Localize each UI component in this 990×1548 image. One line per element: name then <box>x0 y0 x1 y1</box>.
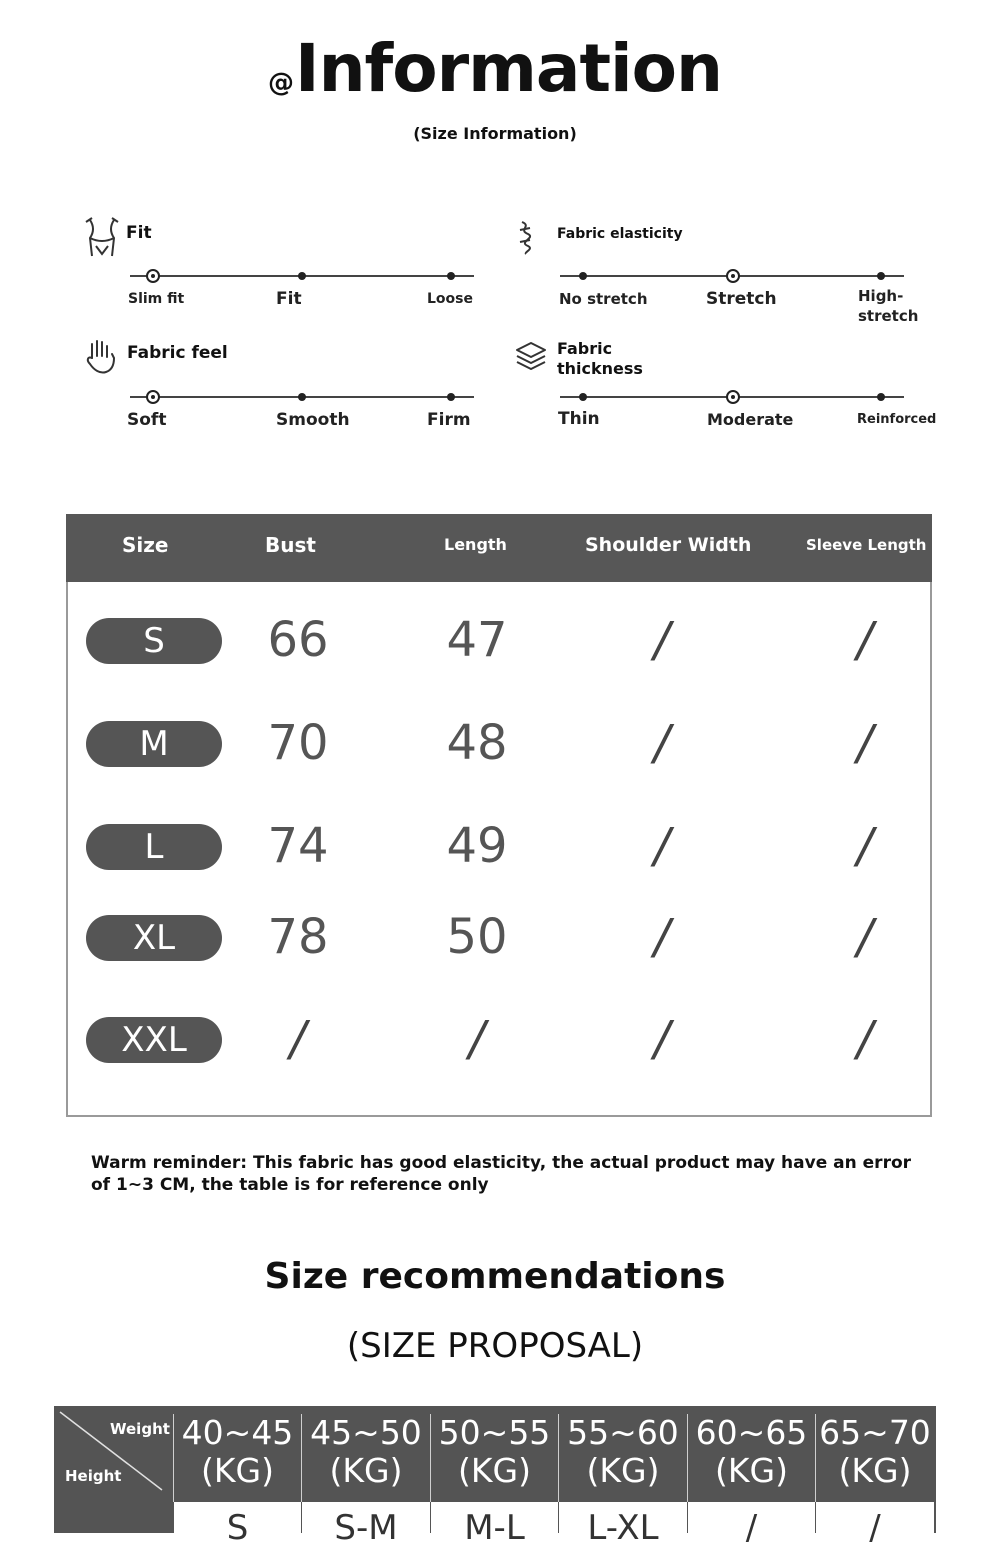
rec-size-50-55: M-L <box>464 1508 525 1548</box>
elasticity-option-no-stretch: No stretch <box>559 290 648 308</box>
thickness-option-thin: Thin <box>558 409 600 429</box>
fit-marker-fit <box>298 272 306 280</box>
thickness-marker-thin <box>579 393 587 401</box>
header-shoulder-width: Shoulder Width <box>585 534 752 556</box>
size-pill-s: S <box>86 618 222 664</box>
page-title <box>0 30 990 107</box>
rec-size-40-45: S <box>226 1508 249 1548</box>
bust-xxl: / <box>289 1011 307 1067</box>
shoulder-l: / <box>653 818 671 874</box>
shoulder-xl: / <box>653 909 671 965</box>
header-sleeve-length: Sleeve Length <box>806 536 927 554</box>
length-xl: 50 <box>446 909 508 965</box>
shoulder-s: / <box>653 612 671 668</box>
thickness-option-reinforced: Reinforced <box>857 412 937 427</box>
bust-s: 66 <box>267 612 329 668</box>
hand-icon <box>84 338 120 378</box>
weight-range-55-60: 55~60 (KG) <box>567 1413 679 1490</box>
feel-marker-soft <box>146 390 160 404</box>
bust-l: 74 <box>267 818 329 874</box>
header-length: Length <box>444 535 507 554</box>
fit-option-loose: Loose <box>427 291 473 307</box>
recommendations-subtitle: (SIZE PROPOSAL) <box>346 1326 644 1366</box>
fit-marker-loose <box>447 272 455 280</box>
attr-label-fabric-feel: Fabric feel <box>127 343 228 363</box>
feel-marker-firm <box>447 393 455 401</box>
recommendations-title: Size recommendations <box>264 1256 726 1297</box>
sleeve-xxl: / <box>856 1011 874 1067</box>
elasticity-marker-no-stretch <box>579 272 587 280</box>
layers-icon <box>514 340 550 380</box>
size-pill-xxl: XXL <box>86 1017 222 1063</box>
height-cell <box>54 1502 174 1533</box>
sleeve-s: / <box>856 612 874 668</box>
title-text: Information <box>295 30 722 107</box>
corner-weight-label: Weight <box>110 1420 170 1438</box>
feel-marker-smooth <box>298 393 306 401</box>
sleeve-xl: / <box>856 909 874 965</box>
length-l: 49 <box>446 818 508 874</box>
size-pill-xl: XL <box>86 915 222 961</box>
elasticity-option-high-stretch: High-stretch <box>858 287 919 325</box>
attr-label-fit: Fit <box>126 223 152 243</box>
rec-size-55-60: L-XL <box>587 1508 659 1548</box>
shoulder-m: / <box>653 715 671 771</box>
feel-option-soft: Soft <box>127 410 167 430</box>
size-pill-m: M <box>86 721 222 767</box>
thickness-marker-reinforced <box>877 393 885 401</box>
shoulder-xxl: / <box>653 1011 671 1067</box>
bust-m: 70 <box>267 715 329 771</box>
weight-range-40-45: 40~45 (KG) <box>181 1413 294 1490</box>
weight-range-60-65: 60~65 (KG) <box>695 1413 808 1490</box>
rec-size-60-65: / <box>745 1508 758 1548</box>
header-bust: Bust <box>265 533 316 557</box>
feel-option-smooth: Smooth <box>276 410 350 430</box>
attr-label-fabric-elasticity: Fabric elasticity <box>557 226 683 242</box>
thickness-option-moderate: Moderate <box>707 410 794 429</box>
bust-xl: 78 <box>267 909 329 965</box>
length-m: 48 <box>446 715 508 771</box>
rec-size-45-50: S-M <box>334 1508 398 1548</box>
elasticity-option-stretch: Stretch <box>706 289 777 309</box>
sleeve-l: / <box>856 818 874 874</box>
size-pill-l: L <box>86 824 222 870</box>
thickness-marker-moderate <box>726 390 740 404</box>
weight-range-50-55: 50~55 (KG) <box>438 1413 551 1490</box>
fit-option-fit: Fit <box>276 289 302 309</box>
elasticity-marker-stretch <box>726 269 740 283</box>
feel-option-firm: Firm <box>427 410 471 430</box>
fit-marker-slim-fit <box>146 269 160 283</box>
sleeve-m: / <box>856 715 874 771</box>
page-subtitle: (Size Information) <box>413 124 577 143</box>
fit-option-slim-fit: Slim fit <box>128 291 185 307</box>
weight-range-65-70: 65~70 (KG) <box>819 1413 931 1490</box>
warm-reminder: Warm reminder: This fabric has good elasticity, the actual product may have an error of 1~3 CM, the table is for reference only <box>91 1153 912 1195</box>
rec-size-65-70: / <box>869 1508 881 1548</box>
elasticity-icon <box>514 220 550 260</box>
header-size: Size <box>122 533 169 557</box>
attr-label-fabric-thickness: Fabric thickness <box>557 339 643 378</box>
length-xxl: / <box>468 1011 486 1067</box>
corner-height-label: Height <box>65 1467 122 1485</box>
elasticity-marker-high-stretch <box>877 272 885 280</box>
length-s: 47 <box>446 612 508 668</box>
body-fit-icon <box>84 216 120 256</box>
weight-range-45-50: 45~50 (KG) <box>310 1413 422 1490</box>
at-symbol: @ <box>268 68 294 98</box>
